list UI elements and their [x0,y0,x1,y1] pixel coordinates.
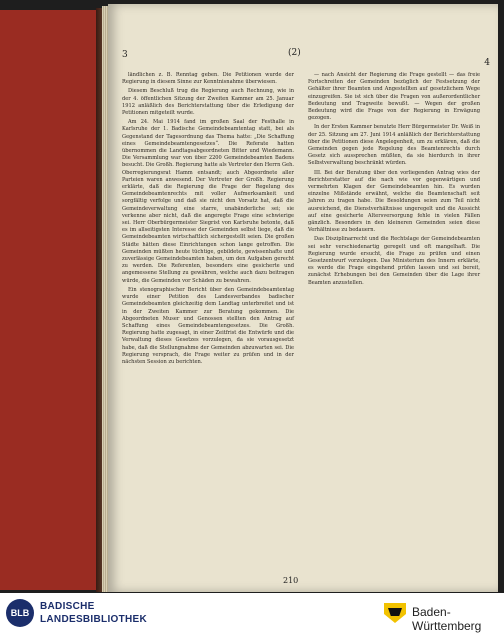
library-footer [0,593,504,633]
paragraph: Das Disziplinarrecht und die Rechtslage der Gemeindebeamten sei sehr verschiedenartig geregelt und oft mangelhaft. Die Regierung wurde ersucht, die Frage zu prüfen und einen Gesetzentwurf vorzulegen. Das Ministerium des Innern erklärte, es werde die Frage eingehend prüfen lassen und sei bereit, zunächst Erhebungen bei den Gemeinden über die Lage ihrer Beamten anzustellen. [308,236,480,286]
paragraph: Ein stenographischer Bericht über den Gemeindebeamtentag wurde einer Petition des Landesverbandes badischer Gemeindebeamten gleichzeitig dem Landtag unterbreitet und ist in der Zweiten Kammer zur Beratung gekommen. Die Abgeordneten Muser und Genossen stellten den Antrag auf Schaffung eines Gemeindebeamtengesetzes. Die Großh. Regierung hatte zugesagt, in einer Zeitfrist die Entwürfe und die Verwaltung dieses Gesetzes vorzulegen, da sie vorausgesetzt habe, daß die Stellungnahme der Gemeinden abzuwarten sei. Die Regierung versprach, die Frage weiter zu prüfen und in der nächsten Session zu berichten. [122,286,294,365]
baden-wuerttemberg-logo-text[interactable]: Baden-Württemberg [412,605,482,633]
paragraph: In der Ersten Kammer benutzte Herr Bürgermeister Dr. Weiß in der 25. Sitzung am 27. Juni 1914 anläßlich der Berichterstattung über die Petitionen diese Angelegenheit, um zu erklären, daß die Gemeinden gegen jede Regelung des Beamtenrechts durch Gesetz sich aussprechen müßten, da sie hierdurch in ihrer Selbstverwaltung beschränkt würden. [308,124,480,167]
text-column-right [308,72,480,289]
book-cover [0,10,102,590]
page-footer-number: 210 [283,576,299,585]
book-page [108,4,498,592]
page-number-right: 4 [484,58,490,68]
text-column-left [122,72,294,368]
page-number-left: 3 [122,50,128,60]
baden-wuerttemberg-crest-icon [384,603,406,623]
page-number-center: (2) [288,48,301,58]
paragraph: — nach Ansicht der Regierung die Frage gestellt — das freie Fortschreiten der Gemeinden bezüglich der Festsetzung der Gehälter ihrer Beamten und Angestellten auf gesetzlichem Wege einzugreifen. Sie ist sich über die Fragen von außerordentlicher Bedeutung und Tragweite bewußt. — Wegen der großen Bedeutung wird die Frage von der Regierung in Erwägung gezogen. [308,72,480,122]
paragraph: Am 24. Mai 1914 fand im großen Saal der Festhalle in Karlsruhe der 1. Badische Gemeindebeamtentag statt, bei als Gegenstand der Tagesordnung das Thema hatte: „Die Schaffung eines Gemeindebeamtengesetzes“. Die Referate hatten übernommen die Landtagsabgeordneten Bitter und Wiedemann. Die Versammlung war von über 2200 Gemeindebeamten Badens besucht. Die Großh. Regierung hatte als Vertreter den Herrn Geh. Oberregierungsrat Hamm entsandt; auch Abgeordnete aller Parteien waren anwesend. Der Vertreter der Großh. Regierung erklärte, daß die Regierung die Frage der Regelung des Gemeindebeamtenrechts mit voller Aufmerksamkeit und sorgfältig verfolge und daß sie nicht den Vorsatz hat, daß die Gemeindeverwaltung eine starre, unabänderliche sei; sie verkenne aber nicht, daß die angeregte Frage eine schwierige sei. Herr Oberbürgermeister Siegrist von Karlsruhe betonte, daß es im allseitigsten Interesse der Gemeinden selbst liege, daß die Gemeindebeamten wirtschaftlich sichergestellt seien. Die großen Städte hätten diese Einrichtungen schon lange getroffen. Die Gemeinden müßten heute tüchtige, gebildete, gewissenhafte und zuverlässige Gemeindebeamten haben, um den Aufgaben gerecht zu werden. Die Referenten, besonders eine gesicherte und angemessene Stellung zu gewähren, welche auch dazu beitragen würde, die Gemeinden vor Schäden zu bewahren. [122,119,294,284]
paragraph: III. Bei der Beratung über den vorliegenden Antrag wies der Berichterstatter auf die nach wie vor gegenwärtigen und vermehrten Klagen der Gemeindebeamten hin. Es wurden einzelne Mißstände erwähnt, welche die Beamtenschaft seit Jahren zu tragen habe. Die Besoldungen seien zum Teil nicht ausreichend, die Dienstverhältnisse ungeregelt und die Aussicht auf eine gesicherte Altersversorgung fehle in vielen Fällen gänzlich. Besonders in den kleineren Gemeinden seien diese Verhältnisse zu bedauern. [308,169,480,234]
paragraph: Diesem Beschluß trug die Regierung auch Rechnung, wie in der 4. öffentlichen Sitzung der Zweiten Kammer am 25. Januar 1912 anläßlich des Berichterstattung über die Erledigung der Petitionen mitgeteilt wurde. [122,88,294,117]
blb-library-name: BADISCHE LANDESBIBLIOTHEK [40,601,148,625]
paragraph: ländlichen z. B. Renntag geben. Die Petitionen wurde der Regierung in diesem Sinne zur Kenntnisnahme überwiesen. [122,72,294,86]
blb-logo[interactable]: BLB [6,599,34,627]
